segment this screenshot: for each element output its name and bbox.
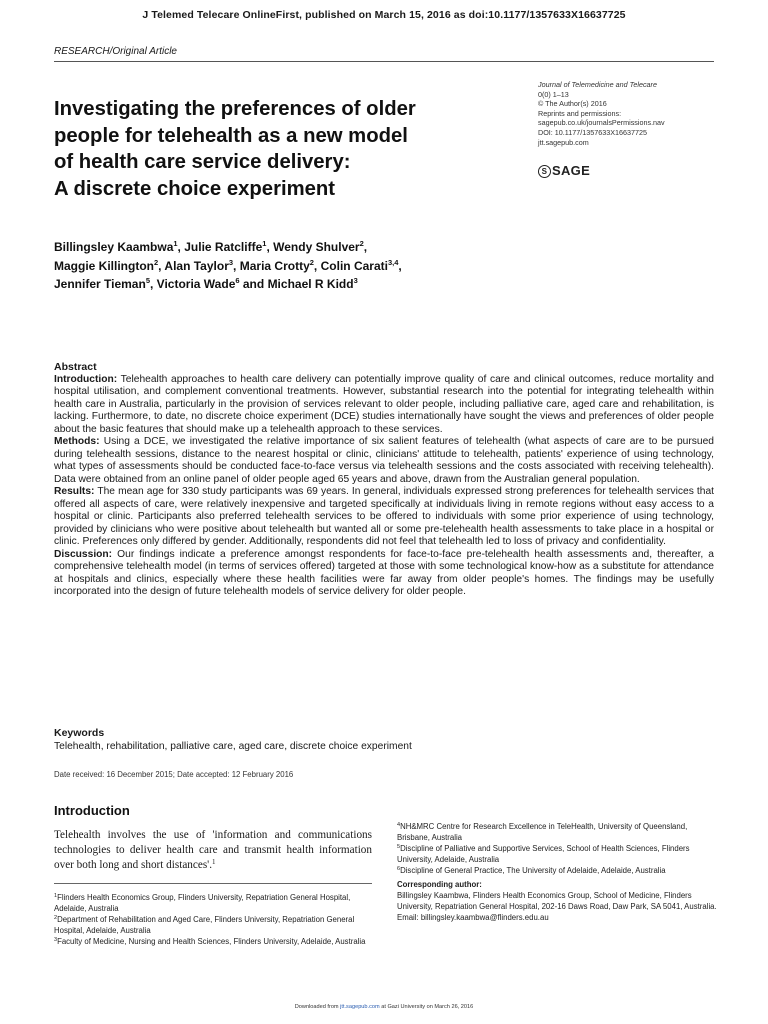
section-text: Using a DCE, we investigated the relative importance of six salient features of telehealth (what aspects of care are to be pursued during telehealth sessions, distance to the nearest hospital or clinic, clinicians' attitude to telehealth, patients' experience of using technology, what types of assessments should be conducted face-to-face versus via telehealth sessions and the costs associated with receiving telehealth). Data were obtained from an online panel of older people aged 65 years and above, drawn from the Australian general population. xyxy=(54,436,714,485)
introduction-heading: Introduction xyxy=(54,803,130,818)
author-name: Alan Taylor xyxy=(164,258,229,273)
abstract-methods xyxy=(54,436,714,486)
title-line: of health care service delivery: xyxy=(54,151,351,173)
affiliation-footnote: $^1$Flinders Health Economics Group, Flinders University, Repatriation General Hospital, Adelaide, Australia xyxy=(54,893,351,913)
reprints-line: Reprints and permissions: xyxy=(538,108,622,118)
author-affiliation: 3 xyxy=(353,276,358,285)
journal-name: Journal of Telemedicine and Telecare xyxy=(538,80,657,89)
affiliations-right xyxy=(397,821,717,923)
abstract-introduction xyxy=(54,374,714,437)
author-line: Jennifer Tieman$^5$, Victoria Wade$^6$ and Michael R Kidd$^3$ xyxy=(54,276,358,291)
author-name: Michael R Kidd xyxy=(267,277,354,291)
article-type: RESEARCH/Original Article xyxy=(54,46,177,57)
footnote-divider xyxy=(54,883,372,884)
corresponding-author-label: Corresponding author: xyxy=(397,880,482,889)
keywords-heading: Keywords xyxy=(54,727,105,739)
section-label: Introduction: xyxy=(54,373,118,385)
journal-citation-banner: J Telemed Telecare OnlineFirst, published on March 15, 2016 as doi:10.1177/1357633X16637725 xyxy=(142,9,626,21)
affiliation-footnote: $^6$Discipline of General Practice, The University of Adelaide, Adelaide, Australia xyxy=(397,866,666,875)
title-line: A discrete choice experiment xyxy=(54,177,336,200)
author-affiliation: 2 xyxy=(309,257,314,267)
article-title xyxy=(54,96,494,202)
affiliation-footnote: $^5$Discipline of Palliative and Supportive Services, School of Health Sciences, Flinders University, Adelaide, Australia xyxy=(397,844,690,864)
title-line: Investigating the preferences of older xyxy=(54,98,416,120)
abstract-heading: Abstract xyxy=(54,361,97,373)
abstract-results xyxy=(54,486,714,549)
affiliation-footnote: $^3$Faculty of Medicine, Nursing and Health Sciences, Flinders University, Adelaide, Australia xyxy=(54,937,366,946)
publisher-logo xyxy=(538,163,590,178)
submission-dates: Date received: 16 December 2015; Date accepted: 12 February 2016 xyxy=(54,770,294,779)
author-name: Jennifer Tieman xyxy=(54,277,146,291)
author-affiliation: 2 xyxy=(359,239,364,248)
journal-volume: 0(0) 1–13 xyxy=(538,89,569,99)
author-affiliation: 2 xyxy=(154,257,159,267)
section-label: Methods: xyxy=(54,436,100,447)
author-name: Wendy Shulver xyxy=(273,240,360,254)
corresponding-author-address: Billingsley Kaambwa, Flinders Health Economics Group, School of Medicine, Flinders University, Repatriation General Hospital, 202-16 Daws Road, Daw Park, SA 5041, Australia. xyxy=(397,891,717,911)
copyright-line: © The Author(s) 2016 xyxy=(538,99,607,109)
title-line: people for telehealth as a new model xyxy=(54,124,408,147)
author-affiliation: 1 xyxy=(262,239,267,248)
doi-line[interactable]: DOI: 10.1177/1357633X16637725 xyxy=(538,127,647,137)
journal-site-link[interactable]: jtt.sagepub.com xyxy=(538,137,589,147)
author-name: Julie Ratcliffe xyxy=(184,240,263,254)
author-affiliation: 6 xyxy=(235,276,240,285)
section-label: Results: xyxy=(54,486,95,497)
affiliations-left xyxy=(54,892,372,947)
introduction-text: Telehealth involves the use of 'information and communications technologies to deliver health care and transmit health information over both long and short distances'. xyxy=(54,829,372,871)
author-line: Billingsley Kaambwa$^1$, Julie Ratcliffe$^1$, Wendy Shulver$^2$, xyxy=(54,239,368,254)
author-name: Victoria Wade xyxy=(156,277,236,291)
affiliation-footnote: $^2$Department of Rehabilitation and Aged Care, Flinders University, Repatriation General Hospital, Adelaide, Australia xyxy=(54,915,355,935)
author-affiliation: 5 xyxy=(145,276,150,285)
citation-reference[interactable]: 1 xyxy=(212,858,216,866)
abstract-discussion xyxy=(54,549,714,599)
author-line: Maggie Killington$^2$, Alan Taylor$^3$, Maria Crotty$^2$, Colin Carati$^{3,4}$, xyxy=(54,257,402,273)
author-affiliation: 3,4 xyxy=(387,257,399,267)
header-divider xyxy=(54,61,714,62)
section-text: The mean age for 330 study participants was 69 years. In general, individuals expressed strong preferences for telehealth services that offered all aspects of care, were relatively inexpensive and targeted specifically at individuals living in remote regions without easy access to a hospital or clinic. Participants also preferred telehealth services to be offered to individuals with some prior experience of using technology, provided by clinicians who were positive about telehealth but wanted all or some pre-telehealth health assessments to take place in a hospital or clinic. Preferences only differed by gender. Additionally, respondents did not feel that telehealth led to loss of privacy and confidentiality. xyxy=(54,486,714,547)
introduction-paragraph xyxy=(54,828,372,873)
reprints-link[interactable]: sagepub.co.uk/journalsPermissions.nav xyxy=(538,118,665,128)
section-text: Telehealth approaches to health care delivery can potentially improve quality of care and clinical outcomes, reduce mortality and hospital utilisation, and complement conventional treatments. However, substantial research into the potential for integrating telehealth within health care in Australia, particularly in the provision of services relevant to older people, including palliative care, aged care and rehabilitation, is lacking. Furthermore, to date, no discrete choice experiment (DCE) studies internationally have sought the views and preferences of older people about the basic features that should make up a telehealth approach to these services. xyxy=(54,373,714,435)
publisher-logo-text: SAGE xyxy=(552,163,591,178)
abstract xyxy=(54,361,714,599)
author-affiliation: 1 xyxy=(173,239,178,248)
download-source-link[interactable]: jtt.sagepub.com xyxy=(340,1004,380,1010)
sage-logo-icon: S xyxy=(538,165,551,178)
section-label: Discussion: xyxy=(54,548,113,560)
download-notice: Downloaded from jtt.sagepub.com at Gazi University on March 26, 2016 xyxy=(294,1004,474,1010)
author-name: Billingsley Kaambwa xyxy=(54,240,174,254)
section-text: Our findings indicate a preference amongst respondents for face-to-face pre-telehealth health assessments and, thereafter, a comprehensive telehealth model (in terms of services offered) targeted at those with some technological know-how as a substitute for attendance at hospitals and clinics, especially where these health facilities were far away from older people's homes. The findings may be usefully incorporated into the design of future telehealth models of service delivery for older people. xyxy=(54,548,714,597)
affiliation-footnote: $^4$NH&MRC Centre for Research Excellence in TeleHealth, University of Queensland, Brisbane, Australia xyxy=(397,822,688,842)
journal-info xyxy=(538,80,718,147)
corresponding-author-email[interactable]: Email: billingsley.kaambwa@flinders.edu.au xyxy=(397,913,549,922)
author-list xyxy=(54,238,534,294)
author-name: Maggie Killington xyxy=(54,258,154,273)
author-name: Maria Crotty xyxy=(239,258,310,273)
keywords-text: Telehealth, rehabilitation, palliative care, aged care, discrete choice experiment xyxy=(54,741,412,752)
author-name: Colin Carati xyxy=(320,258,388,273)
keywords xyxy=(54,726,714,754)
author-affiliation: 3 xyxy=(228,257,234,267)
